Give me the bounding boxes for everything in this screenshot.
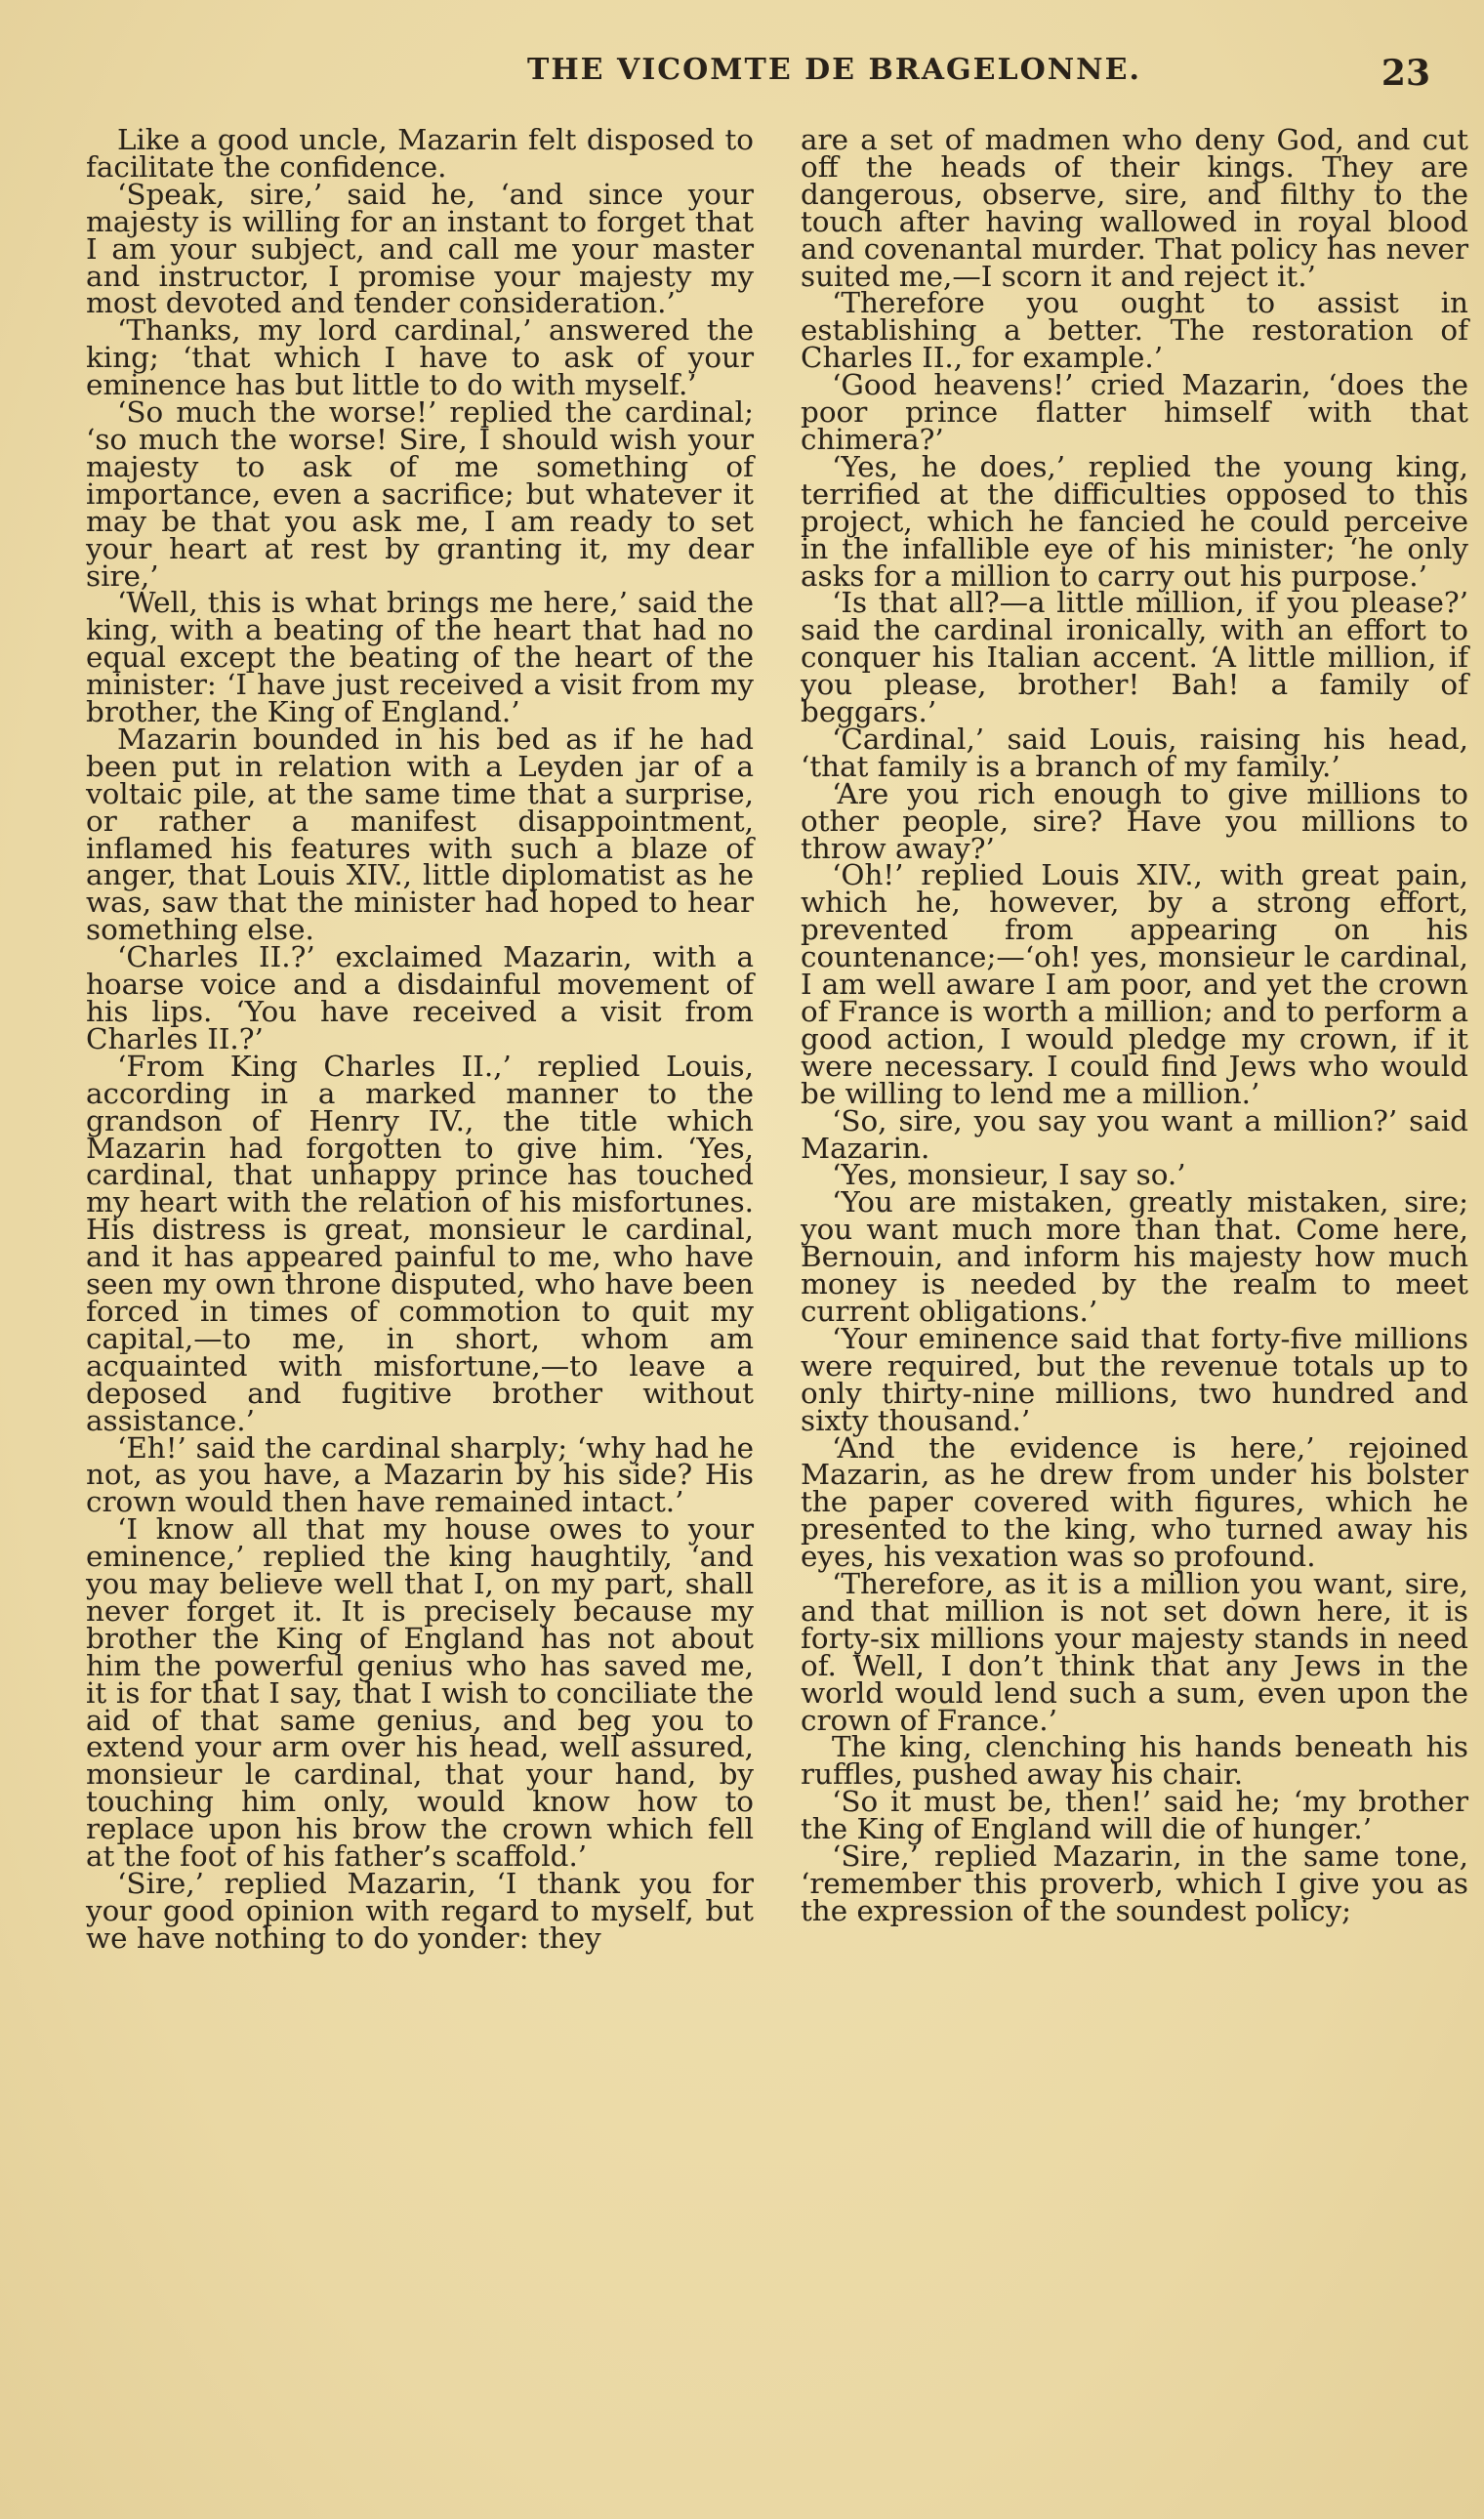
paragraph: ‘Oh!’ replied Louis XIV., with great pain, which he, however, by a strong effort, prevented from appearing on his countenance;—‘oh! yes, monsieur le cardinal, I am well aware I am poor, and yet the crown of France is worth a million; and to perform a good action, I would pledge my crown, if it were necessary. I could find Jews who would be willing to lend me a million.’ — [801, 858, 1468, 1110]
paragraph: ‘So it must be, then!’ said he; ‘my brother the King of England will die of hunger.’ — [801, 1785, 1468, 1846]
paragraph: ‘So, sire, you say you want a million?’ said Mazarin. — [801, 1103, 1468, 1165]
paragraph: ‘Sire,’ replied Mazarin, ‘I thank you for your good opinion with regard to myself, but we have nothing to do yonder: they — [86, 1867, 754, 1955]
paragraph: ‘Therefore you ought to assist in establishing a better. The restoration of Charles II., for example.’ — [801, 286, 1468, 375]
paragraph: are a set of madmen who deny God, and cut off the heads of their kings. They are dangerous, observe, sire, and filthy to the touch after having wallowed in royal blood and covenantal murder. That policy has never suited me,—I scorn it and reject it.’ — [801, 123, 1468, 293]
paragraph: ‘Charles II.?’ exclaimed Mazarin, with a hoarse voice and a disdainful movement of his lips. ‘You have received a visit from Charles II.?’ — [86, 940, 754, 1055]
paragraph: ‘Yes, monsieur, I say so.’ — [832, 1158, 1186, 1192]
paragraph: Mazarin bounded in his bed as if he had been put in relation with a Leyden jar of a voltaic pile, at the same time that a surprise, or rather a manifest disappointment, inflamed his features with such a blaze of anger, that Louis XIV., little diplomatist as he was, saw that the minister had hoped to hear something else. — [86, 722, 754, 947]
paragraph: Like a good uncle, Mazarin felt disposed to facilitate the confidence. — [86, 123, 754, 184]
paragraph: ‘Therefore, as it is a million you want, sire, and that million is not set down here, it is forty-six millions your majesty stands in need of. Well, I don’t think that any Jews in the world would lend such a sum, even upon the crown of France.’ — [801, 1567, 1468, 1737]
paragraph: ‘I know all that my house owes to your eminence,’ replied the king haughtily, ‘and you may believe well that I, on my part, shall never forget it. It is precisely because my brother the King of England has not about him the powerful genius who has saved me, it is for that I say, that I wish to conciliate the aid of that same genius, and beg you to extend your arm over his head, well assured, monsieur le cardinal, that your hand, by touching him only, would know how to replace upon his brow the crown which fell at the foot of his father’s scaffold.’ — [86, 1512, 754, 1874]
paragraph: ‘From King Charles II.,’ replied Louis, according in a marked manner to the grandson of Henry IV., the title which Mazarin had forgotten to give him. ‘Yes, cardinal, that unhappy prince has touched my heart with the relation of his misfortunes. His distress is great, monsieur le cardinal, and it has appeared painful to me, who have seen my own throne disputed, who have been forced in times of commotion to quit my capital,—to me, in short, whom am acquainted with misfortune,—to leave a deposed and fugitive brother without assistance.’ — [86, 1049, 754, 1437]
running-head — [0, 53, 1484, 102]
right-column — [801, 123, 1468, 1927]
paragraph: ‘Sire,’ replied Mazarin, in the same tone, ‘remember this proverb, which I give you as the expression of the soundest policy; — [801, 1839, 1468, 1927]
paragraph: ‘Eh!’ said the cardinal sharply; ‘why had he not, as you have, a Mazarin by his side? His crown would then have remained intact.’ — [86, 1430, 754, 1519]
paragraph: ‘Speak, sire,’ said he, ‘and since your majesty is willing for an instant to forget that I am your subject, and call me your master and instructor, I promise your majesty my most devoted and tender consideration.’ — [86, 177, 754, 320]
paragraph: ‘Are you rich enough to give millions to other people, sire? Have you millions to throw away?’ — [801, 776, 1468, 865]
paragraph: ‘And the evidence is here,’ rejoined Mazarin, as he drew from under his bolster the paper covered with figures, which he presented to the king, who turned away his eyes, his vexation was so profound. — [801, 1430, 1468, 1574]
page-number: 23 — [1381, 53, 1430, 94]
paragraph: ‘Cardinal,’ said Louis, raising his head, ‘that family is a branch of my family.’ — [801, 722, 1468, 783]
paragraph: ‘So much the worse!’ replied the cardinal; ‘so much the worse! Sire, I should wish your majesty to ask of me something of importance, even a sacrifice; but whatever it may be that you ask me, I am ready to set your heart at rest by granting it, my dear sire,’ — [86, 395, 754, 593]
paragraph: ‘Good heavens!’ cried Mazarin, ‘does the poor prince flatter himself with that chimera?’ — [801, 368, 1468, 456]
paragraph: ‘Is that all?—a little million, if you please?’ said the cardinal ironically, with an effort to conquer his Italian accent. ‘A little million, if you please, brother! Bah! a family of beggars.’ — [801, 586, 1468, 729]
paragraph: The king, clenching his hands beneath his ruffles, pushed away his chair. — [801, 1730, 1468, 1792]
paragraph: ‘Your eminence said that forty-five millions were required, but the revenue totals up to only thirty-nine millions, two hundred and sixty thousand.’ — [801, 1321, 1468, 1437]
paragraph: ‘Thanks, my lord cardinal,’ answered the king; ‘that which I have to ask of your eminence has but little to do with myself.’ — [86, 313, 754, 402]
paragraph: ‘Well, this is what brings me here,’ said the king, with a beating of the heart that had no equal except the beating of the heart of the minister: ‘I have just received a visit from my brother, the King of England.’ — [86, 586, 754, 729]
paragraph: ‘Yes, he does,’ replied the young king, terrified at the difficulties opposed to this project, which he fancied he could perceive in the infallible eye of his minister; ‘he only asks for a million to carry out his purpose.’ — [801, 449, 1468, 593]
left-column — [86, 123, 754, 1955]
running-title: THE VICOMTE DE BRAGELONNE. — [527, 53, 1141, 87]
paragraph: ‘You are mistaken, greatly mistaken, sire; you want much more than that. Come here, Bernouin, and inform his majesty how much money is needed by the realm to meet current obligations.’ — [801, 1185, 1468, 1328]
